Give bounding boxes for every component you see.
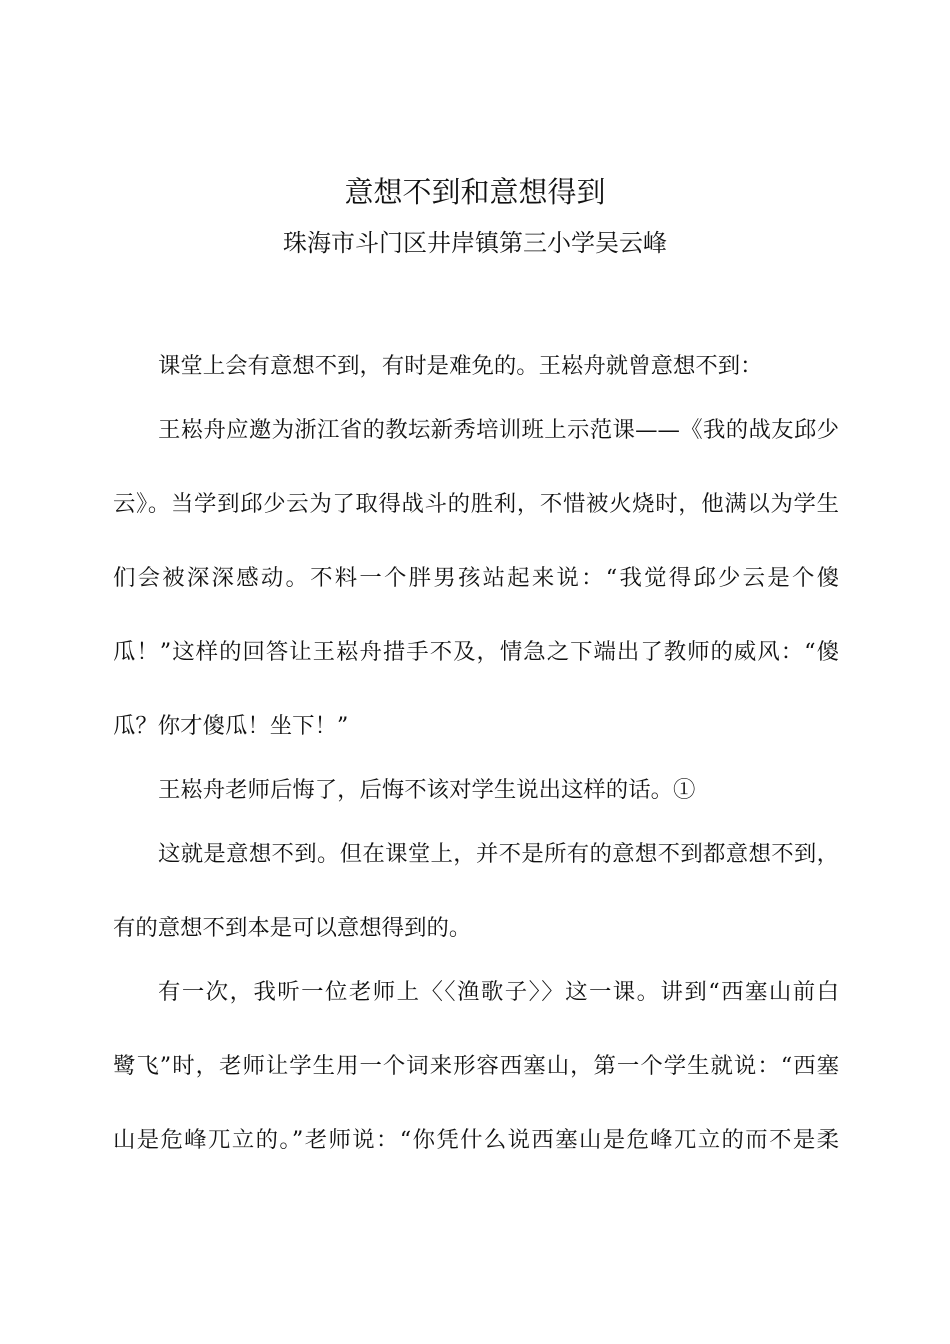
body-line: 们会被深深感动。不料一个胖男孩站起来说：“我觉得邱少云是个傻 [113,565,839,591]
body-line: 瓜！”这样的回答让王崧舟措手不及，情急之下端出了教师的威风：“傻 [113,639,839,665]
body-line: 云》。当学到邱少云为了取得战斗的胜利，不惜被火烧时，他满以为学生 [113,491,839,517]
body-line: 这就是意想不到。但在课堂上，并不是所有的意想不到都意想不到， [158,841,839,867]
document-title: 意想不到和意想得到 [344,175,606,209]
body-line: 有的意想不到本是可以意想得到的。 [113,915,472,941]
body-line: 鹭飞”时，老师让学生用一个词来形容西塞山，第一个学生就说：“西塞 [113,1053,839,1079]
author-line: 珠海市斗门区井岸镇第三小学吴云峰 [283,229,667,257]
body-line: 王崧舟应邀为浙江省的教坛新秀培训班上示范课——《我的战友邱少 [158,417,839,443]
body-line: 王崧舟老师后悔了，后悔不该对学生说出这样的话。① [158,777,696,803]
body-line: 有一次，我听一位老师上〈〈渔歌子〉〉这一课。讲到“西塞山前白 [158,979,839,1005]
body-line: 瓜？你才傻瓜！坐下！” [113,713,349,739]
body-line: 山是危峰兀立的。”老师说：“你凭什么说西塞山是危峰兀立的而不是柔 [113,1127,839,1153]
body-line: 课堂上会有意想不到，有时是难免的。王崧舟就曾意想不到： [158,353,763,379]
